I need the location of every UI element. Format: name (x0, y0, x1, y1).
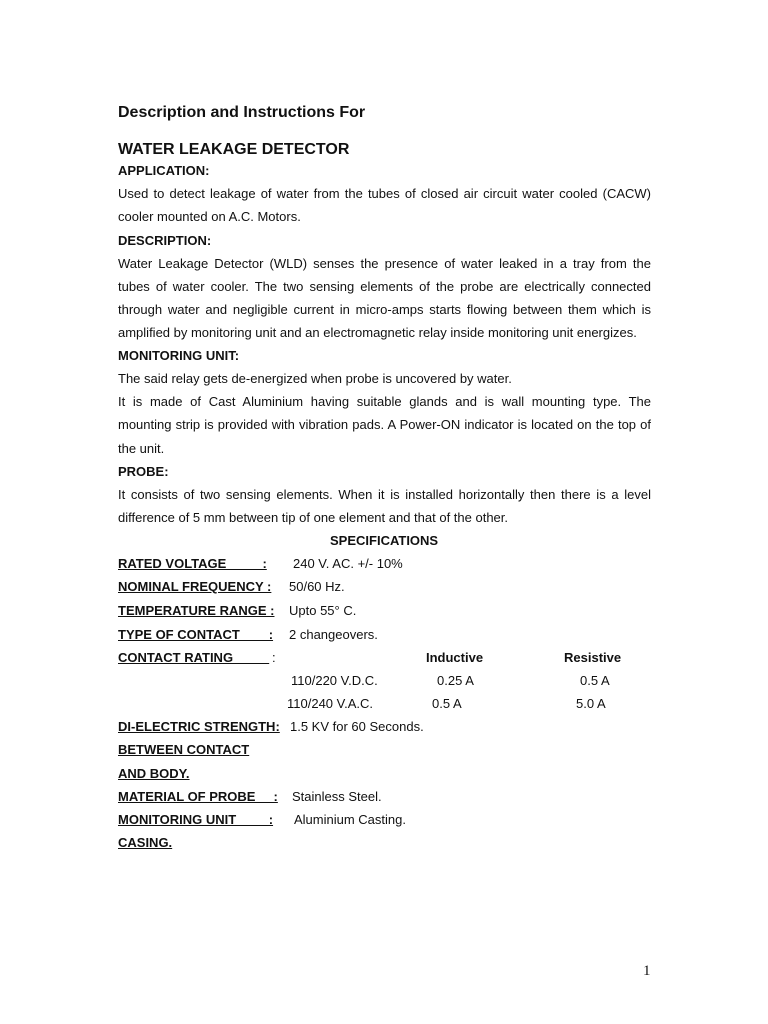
monitoring-line: The said relay gets de-energized when probe is uncovered by water. (118, 371, 512, 386)
contact-rating-colon: : (272, 650, 276, 665)
monitoring-heading: MONITORING UNIT: (118, 348, 240, 363)
probe-line: It consists of two sensing elements. When it is installed horizontally then there is a level (118, 487, 651, 502)
monitoring-casing-label: CASING. (118, 835, 173, 850)
material-probe-label: MATERIAL OF PROBE : (118, 789, 278, 804)
title-line-1: Description and Instructions For (118, 104, 366, 121)
dielectric-label: BETWEEN CONTACT (118, 742, 250, 757)
monitoring-line: It is made of Cast Aluminium having suitable glands and is wall mounting type. The (118, 394, 651, 409)
description-line: amplified by monitoring unit and an electromagnetic relay inside monitoring unit energizes. (118, 325, 637, 340)
dielectric-value: 1.5 KV for 60 Seconds. (290, 719, 424, 734)
contact-rating-inductive: 0.5 A (432, 696, 462, 711)
contact-rating-resistive: 5.0 A (576, 696, 606, 711)
description-line: through water and negligible current in micro-amps starts flowing between them which is (118, 302, 651, 317)
contact-rating-label: CONTACT RATING (118, 650, 270, 665)
rated-voltage-value: 240 V. AC. +/- 10% (293, 556, 403, 571)
application-heading: APPLICATION: (118, 163, 210, 178)
probe-line: difference of 5 mm between tip of one element and that of the other. (118, 510, 509, 525)
description-line: Water Leakage Detector (WLD) senses the presence of water leaked in a tray from the (118, 256, 651, 271)
nominal-frequency-label: NOMINAL FREQUENCY : (118, 579, 272, 594)
specifications-heading: SPECIFICATIONS (330, 533, 439, 548)
application-line: Used to detect leakage of water from the tubes of closed air circuit water cooled (CACW) (118, 186, 651, 201)
title-line-2: WATER LEAKAGE DETECTOR (118, 141, 350, 158)
contact-rating-col-inductive: Inductive (426, 650, 484, 665)
contact-rating-voltage: 110/240 V.A.C. (287, 696, 374, 711)
monitoring-casing-label: MONITORING UNIT : (118, 812, 274, 827)
rated-voltage-label: RATED VOLTAGE : (118, 556, 267, 571)
dielectric-label: AND BODY. (118, 766, 190, 781)
type-of-contact-label: TYPE OF CONTACT : (118, 627, 274, 642)
contact-rating-inductive: 0.25 A (437, 673, 474, 688)
description-line: tubes of water cooler. The two sensing elements of the probe are electrically connected (118, 279, 651, 294)
monitoring-casing-value: Aluminium Casting. (294, 812, 406, 827)
temperature-range-label: TEMPERATURE RANGE : (118, 603, 275, 618)
temperature-range-value: Upto 55° C. (289, 603, 357, 618)
probe-heading: PROBE: (118, 464, 169, 479)
material-probe-value: Stainless Steel. (292, 789, 382, 804)
dielectric-label: DI-ELECTRIC STRENGTH: (118, 719, 280, 734)
type-of-contact-value: 2 changeovers. (289, 627, 378, 642)
contact-rating-resistive: 0.5 A (580, 673, 610, 688)
monitoring-line: mounting strip is provided with vibration pads. A Power-ON indicator is located on the top of (118, 417, 651, 432)
monitoring-line: the unit. (118, 441, 165, 456)
application-line: cooler mounted on A.C. Motors. (118, 209, 301, 224)
contact-rating-voltage: 110/220 V.D.C. (291, 673, 378, 688)
contact-rating-col-resistive: Resistive (564, 650, 622, 665)
nominal-frequency-value: 50/60 Hz. (289, 579, 345, 594)
description-heading: DESCRIPTION: (118, 233, 212, 248)
page-number: 1 (643, 963, 651, 979)
